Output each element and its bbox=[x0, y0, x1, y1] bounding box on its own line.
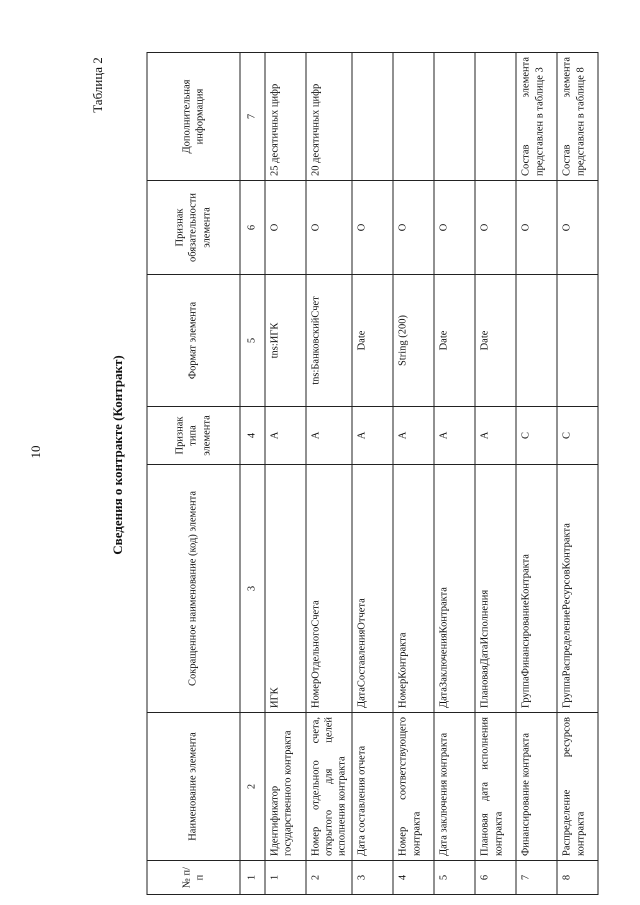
element-format: tns:БанковскийСчет bbox=[306, 275, 352, 407]
element-code: ДатаСоставленияОтчета bbox=[352, 465, 393, 713]
column-header: Наименование элемента bbox=[147, 713, 240, 861]
table-label: Таблица 2 bbox=[90, 57, 105, 113]
column-number: 1 bbox=[240, 861, 265, 895]
contract-table-container bbox=[147, 53, 586, 895]
table-row bbox=[352, 53, 393, 895]
additional-info: 20 десятичных цифр bbox=[306, 53, 352, 181]
element-name: Плановая дата исполнения контракта bbox=[475, 713, 516, 861]
row-number: 1 bbox=[265, 861, 306, 895]
element-name: Идентификатор государственного контракта bbox=[265, 713, 306, 861]
element-code: НомерКонтракта bbox=[393, 465, 434, 713]
column-header: Формат элемента bbox=[147, 275, 240, 407]
column-header: Дополнительная информация bbox=[147, 53, 240, 181]
column-number: 7 bbox=[240, 53, 265, 181]
element-code: ПлановаяДатаИсполнения bbox=[475, 465, 516, 713]
element-required: О bbox=[516, 181, 557, 275]
table-row bbox=[434, 53, 475, 895]
element-code: ИГК bbox=[265, 465, 306, 713]
table-row bbox=[557, 53, 598, 895]
element-name: Распределение ресурсов контракта bbox=[557, 713, 598, 861]
table-row bbox=[265, 53, 306, 895]
element-required: О bbox=[557, 181, 598, 275]
row-number: 8 bbox=[557, 861, 598, 895]
element-format: Date bbox=[434, 275, 475, 407]
section-title: Сведения о контракте (Контракт) bbox=[110, 355, 125, 555]
element-type: С bbox=[557, 407, 598, 465]
additional-info bbox=[475, 53, 516, 181]
element-format bbox=[557, 275, 598, 407]
additional-info: 25 десятичных цифр bbox=[265, 53, 306, 181]
row-number: 4 bbox=[393, 861, 434, 895]
element-format: tns:ИГК bbox=[265, 275, 306, 407]
element-required: О bbox=[265, 181, 306, 275]
element-name: Финансирование контракта bbox=[516, 713, 557, 861]
column-number: 3 bbox=[240, 465, 265, 713]
column-number: 6 bbox=[240, 181, 265, 275]
element-required: О bbox=[434, 181, 475, 275]
element-format: Date bbox=[475, 275, 516, 407]
table-header-row bbox=[147, 53, 240, 895]
element-required: О bbox=[306, 181, 352, 275]
additional-info bbox=[393, 53, 434, 181]
table-row bbox=[516, 53, 557, 895]
element-code: НомерОтдельногоСчета bbox=[306, 465, 352, 713]
element-code: ГруппаФинансированиеКонтракта bbox=[516, 465, 557, 713]
contract-table bbox=[147, 52, 599, 895]
additional-info bbox=[434, 53, 475, 181]
element-name: Дата заключения контракта bbox=[434, 713, 475, 861]
element-required: О bbox=[393, 181, 434, 275]
element-code: ГруппаРаспределениеРесурсовКонтракта bbox=[557, 465, 598, 713]
element-name: Дата составления отчета bbox=[352, 713, 393, 861]
column-header: Признак обязательности элемента bbox=[147, 181, 240, 275]
element-required: О bbox=[352, 181, 393, 275]
element-format bbox=[516, 275, 557, 407]
additional-info: Состав элемента представлен в таблице 8 bbox=[557, 53, 598, 181]
element-type: А bbox=[393, 407, 434, 465]
row-number: 3 bbox=[352, 861, 393, 895]
element-name: Номер соответствующего контракта bbox=[393, 713, 434, 861]
element-format: String (200) bbox=[393, 275, 434, 407]
page-number: 10 bbox=[28, 445, 43, 459]
table-row bbox=[393, 53, 434, 895]
column-header: № п/п bbox=[147, 861, 240, 895]
element-required: О bbox=[475, 181, 516, 275]
element-type: А bbox=[475, 407, 516, 465]
column-number: 4 bbox=[240, 407, 265, 465]
table-row bbox=[475, 53, 516, 895]
element-type: А bbox=[306, 407, 352, 465]
additional-info bbox=[352, 53, 393, 181]
element-type: С bbox=[516, 407, 557, 465]
element-format: Date bbox=[352, 275, 393, 407]
row-number: 6 bbox=[475, 861, 516, 895]
element-type: А bbox=[352, 407, 393, 465]
column-header: Сокращенное наименование (код) элемента bbox=[147, 465, 240, 713]
element-type: А bbox=[265, 407, 306, 465]
row-number: 7 bbox=[516, 861, 557, 895]
element-name: Номер отдельного счета, открытого для целей исполнения контракта bbox=[306, 713, 352, 861]
additional-info: Состав элемента представлен в таблице 3 bbox=[516, 53, 557, 181]
column-number-row bbox=[240, 53, 265, 895]
row-number: 2 bbox=[306, 861, 352, 895]
table-row bbox=[306, 53, 352, 895]
row-number: 5 bbox=[434, 861, 475, 895]
column-number: 5 bbox=[240, 275, 265, 407]
column-number: 2 bbox=[240, 713, 265, 861]
element-type: А bbox=[434, 407, 475, 465]
element-code: ДатаЗаключенияКонтракта bbox=[434, 465, 475, 713]
column-header: Признак типа элемента bbox=[147, 407, 240, 465]
